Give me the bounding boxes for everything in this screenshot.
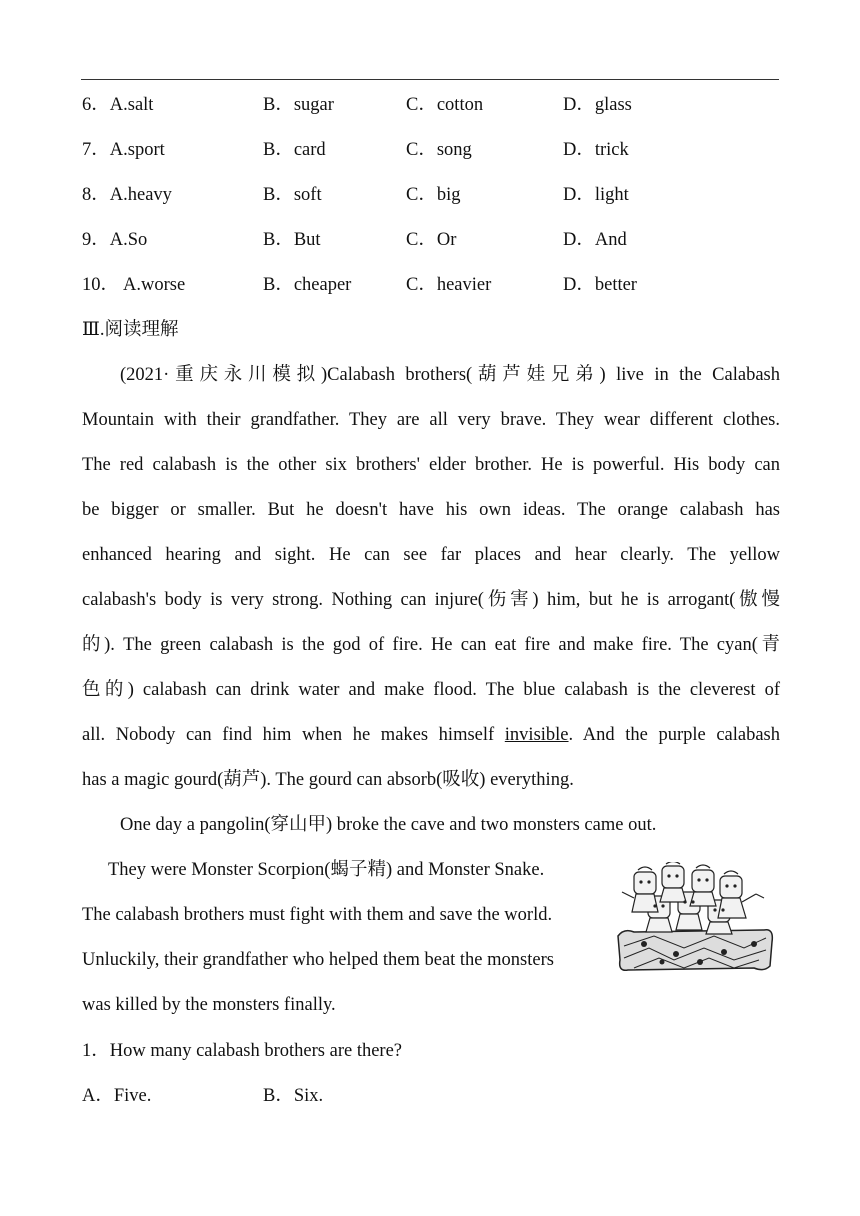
passage-line: They were Monster Scorpion(蝎子精) and Monster Snake. (108, 860, 545, 880)
calabash-brothers-illustration (614, 862, 776, 974)
passage-line: calabash's body is very strong. Nothing can injure(伤害) him, but he is arrogant(傲慢 (82, 590, 780, 610)
option-b: B．sugar (263, 95, 334, 115)
option-row-6 (0, 90, 860, 120)
option-a: 6．A.salt (82, 95, 154, 115)
passage-line: was killed by the monsters finally. (82, 995, 336, 1015)
underlined-word: invisible (504, 725, 569, 745)
section-heading: Ⅲ.阅读理解 (82, 320, 179, 340)
option-row-8 (0, 180, 860, 210)
option-c: C．big (406, 185, 461, 205)
option-d: D．trick (563, 140, 629, 160)
option-d: D．And (563, 230, 627, 250)
option-c: C．heavier (406, 275, 492, 295)
passage-line: all. Nobody can find him when he makes himself invisible. And the purple calabash (82, 725, 780, 745)
option-a: 7．A.sport (82, 140, 165, 160)
question-1-text: 1．How many calabash brothers are there? (82, 1041, 403, 1061)
option-b: B．soft (263, 185, 322, 205)
option-c: C．cotton (406, 95, 484, 115)
option-d: D．light (563, 185, 629, 205)
option-row-9 (0, 225, 860, 255)
header-rule (81, 79, 779, 80)
passage-line: enhanced hearing and sight. He can see far places and hear clearly. The yellow (82, 545, 780, 565)
option-b: B．card (263, 140, 326, 160)
passage-line: be bigger or smaller. But he doesn't have his own ideas. The orange calabash has (82, 500, 780, 520)
option-c: C．song (406, 140, 472, 160)
option-row-10 (0, 270, 860, 300)
option-b: B．cheaper (263, 275, 352, 295)
passage-line: One day a pangolin(穿山甲) broke the cave and two monsters came out. (120, 815, 657, 835)
passage-line: The calabash brothers must fight with them and save the world. (82, 905, 553, 925)
option-a: 10． A.worse (82, 275, 186, 295)
option-a: 8．A.heavy (82, 185, 172, 205)
option-b: B．But (263, 230, 321, 250)
option-b: B．Six. (263, 1086, 324, 1106)
passage-line: The red calabash is the other six brothers' elder brother. He is powerful. His body can (82, 455, 780, 475)
passage-line: Unluckily, their grandfather who helped them beat the monsters (82, 950, 554, 970)
passage-line: Mountain with their grandfather. They are all very brave. They wear different clothes. (82, 410, 780, 430)
passage-line: 的). The green calabash is the god of fire. He can eat fire and make fire. The cyan(青 (82, 635, 780, 655)
passage-line: has a magic gourd(葫芦). The gourd can absorb(吸收) everything. (82, 770, 574, 790)
option-row-7 (0, 135, 860, 165)
option-c: C．Or (406, 230, 457, 250)
passage-line: 色的) calabash can drink water and make flood. The blue calabash is the cleverest of (82, 680, 780, 700)
option-a: A．Five. (82, 1086, 152, 1106)
option-d: D．glass (563, 95, 632, 115)
option-d: D．better (563, 275, 637, 295)
passage-line: (2021·重庆永川模拟)Calabash brothers(葫芦娃兄弟) live in the Calabash (120, 365, 780, 385)
question-1-options (0, 1081, 860, 1111)
option-a: 9．A.So (82, 230, 148, 250)
